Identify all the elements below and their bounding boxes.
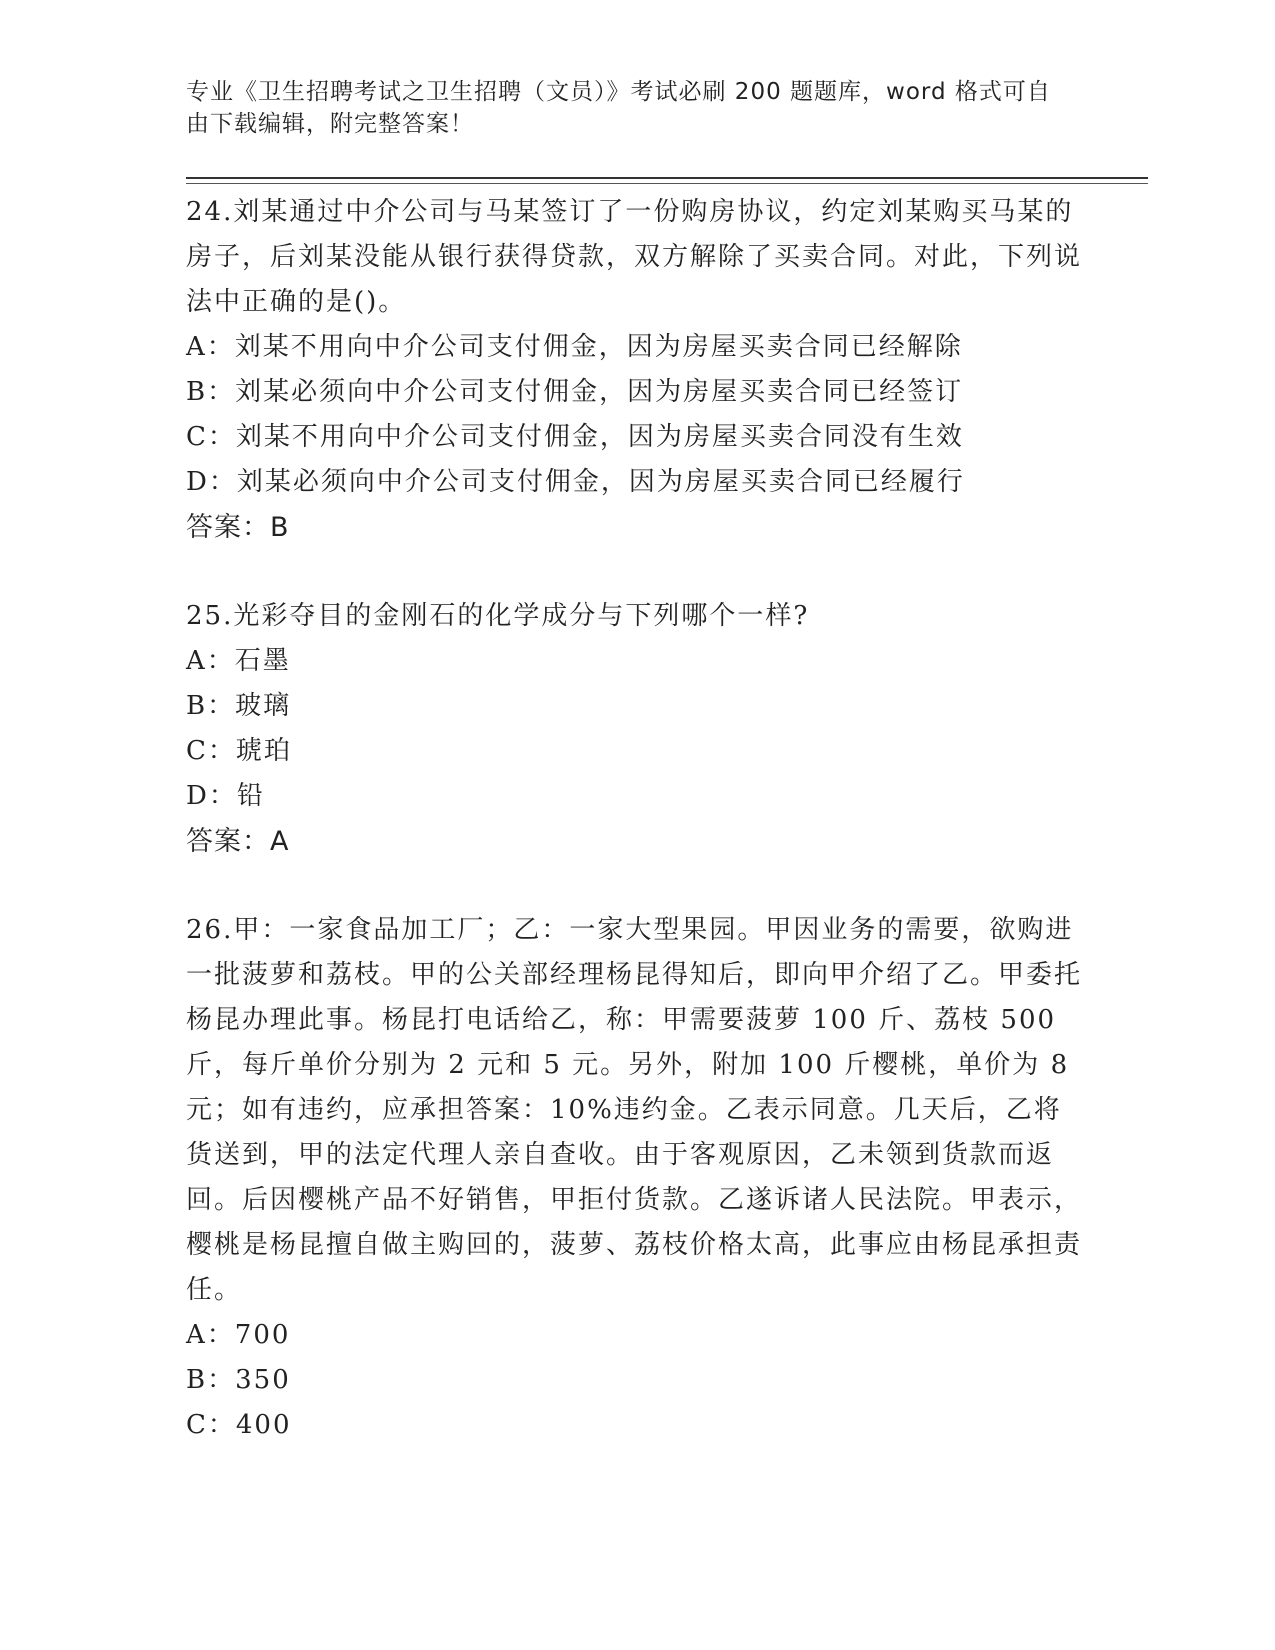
option-b: B：350 — [186, 1365, 291, 1395]
document-header: 专业《卫生招聘考试之卫生招聘（文员）》考试必刷 200 题题库，word 格式可自由下载编辑，附完整答案！ — [186, 79, 1051, 137]
spacer — [186, 864, 1086, 908]
option-a: A：700 — [186, 1320, 291, 1350]
option-d: D：铅 — [186, 781, 265, 811]
question-stem: 26.甲：一家食品加工厂；乙：一家大型果园。甲因业务的需要，欲购进一批菠萝和荔枝。甲的公关部经理杨昆得知后，即向甲介绍了乙。甲委托杨昆办理此事。杨昆打电话给乙，称：甲需要菠萝 100 斤、荔枝 500 斤，每斤单价分别为 2 元和 5 元。另外，附加 100 斤樱桃，单价为 8 元；如有违约，应承担答案：10%违约金。乙表示同意。几天后，乙将货送到，甲的法定代理人亲自查收。由于客观原因，乙未领到货款而返回。后因樱桃产品不好销售，甲拒付货款。乙遂诉诸人民法院。甲表示，樱桃是杨昆擅自做主购回的，菠萝、荔枝价格太高，此事应由杨昆承担责任。 — [186, 915, 1083, 1305]
option-b: B：玻璃 — [186, 691, 292, 721]
option-a: A：刘某不用向中介公司支付佣金，因为房屋买卖合同已经解除 — [186, 332, 963, 362]
option-d: D：刘某必须向中介公司支付佣金，因为房屋买卖合同已经履行 — [186, 467, 965, 497]
answer-line: 答案：B — [186, 512, 290, 543]
option-c: C：刘某不用向中介公司支付佣金，因为房屋买卖合同没有生效 — [186, 422, 964, 452]
option-a: A：石墨 — [186, 646, 291, 676]
question-list — [186, 190, 1086, 1448]
answer-line: 答案：A — [186, 826, 290, 857]
question-stem: 24.刘某通过中介公司与马某签订了一份购房协议，约定刘某购买马某的房子，后刘某没能从银行获得贷款，双方解除了买卖合同。对此，下列说法中正确的是()。 — [186, 197, 1083, 317]
question-26 — [186, 908, 1086, 1448]
question-24 — [186, 190, 1086, 550]
question-25 — [186, 594, 1086, 864]
spacer — [186, 550, 1086, 594]
question-stem: 25.光彩夺目的金刚石的化学成分与下列哪个一样? — [186, 601, 810, 631]
header-rule-thick — [186, 177, 1148, 179]
option-c: C：400 — [186, 1410, 292, 1440]
option-b: B：刘某必须向中介公司支付佣金，因为房屋买卖合同已经签订 — [186, 377, 964, 407]
header-rule-thin — [186, 183, 1148, 184]
option-c: C：琥珀 — [186, 736, 292, 766]
